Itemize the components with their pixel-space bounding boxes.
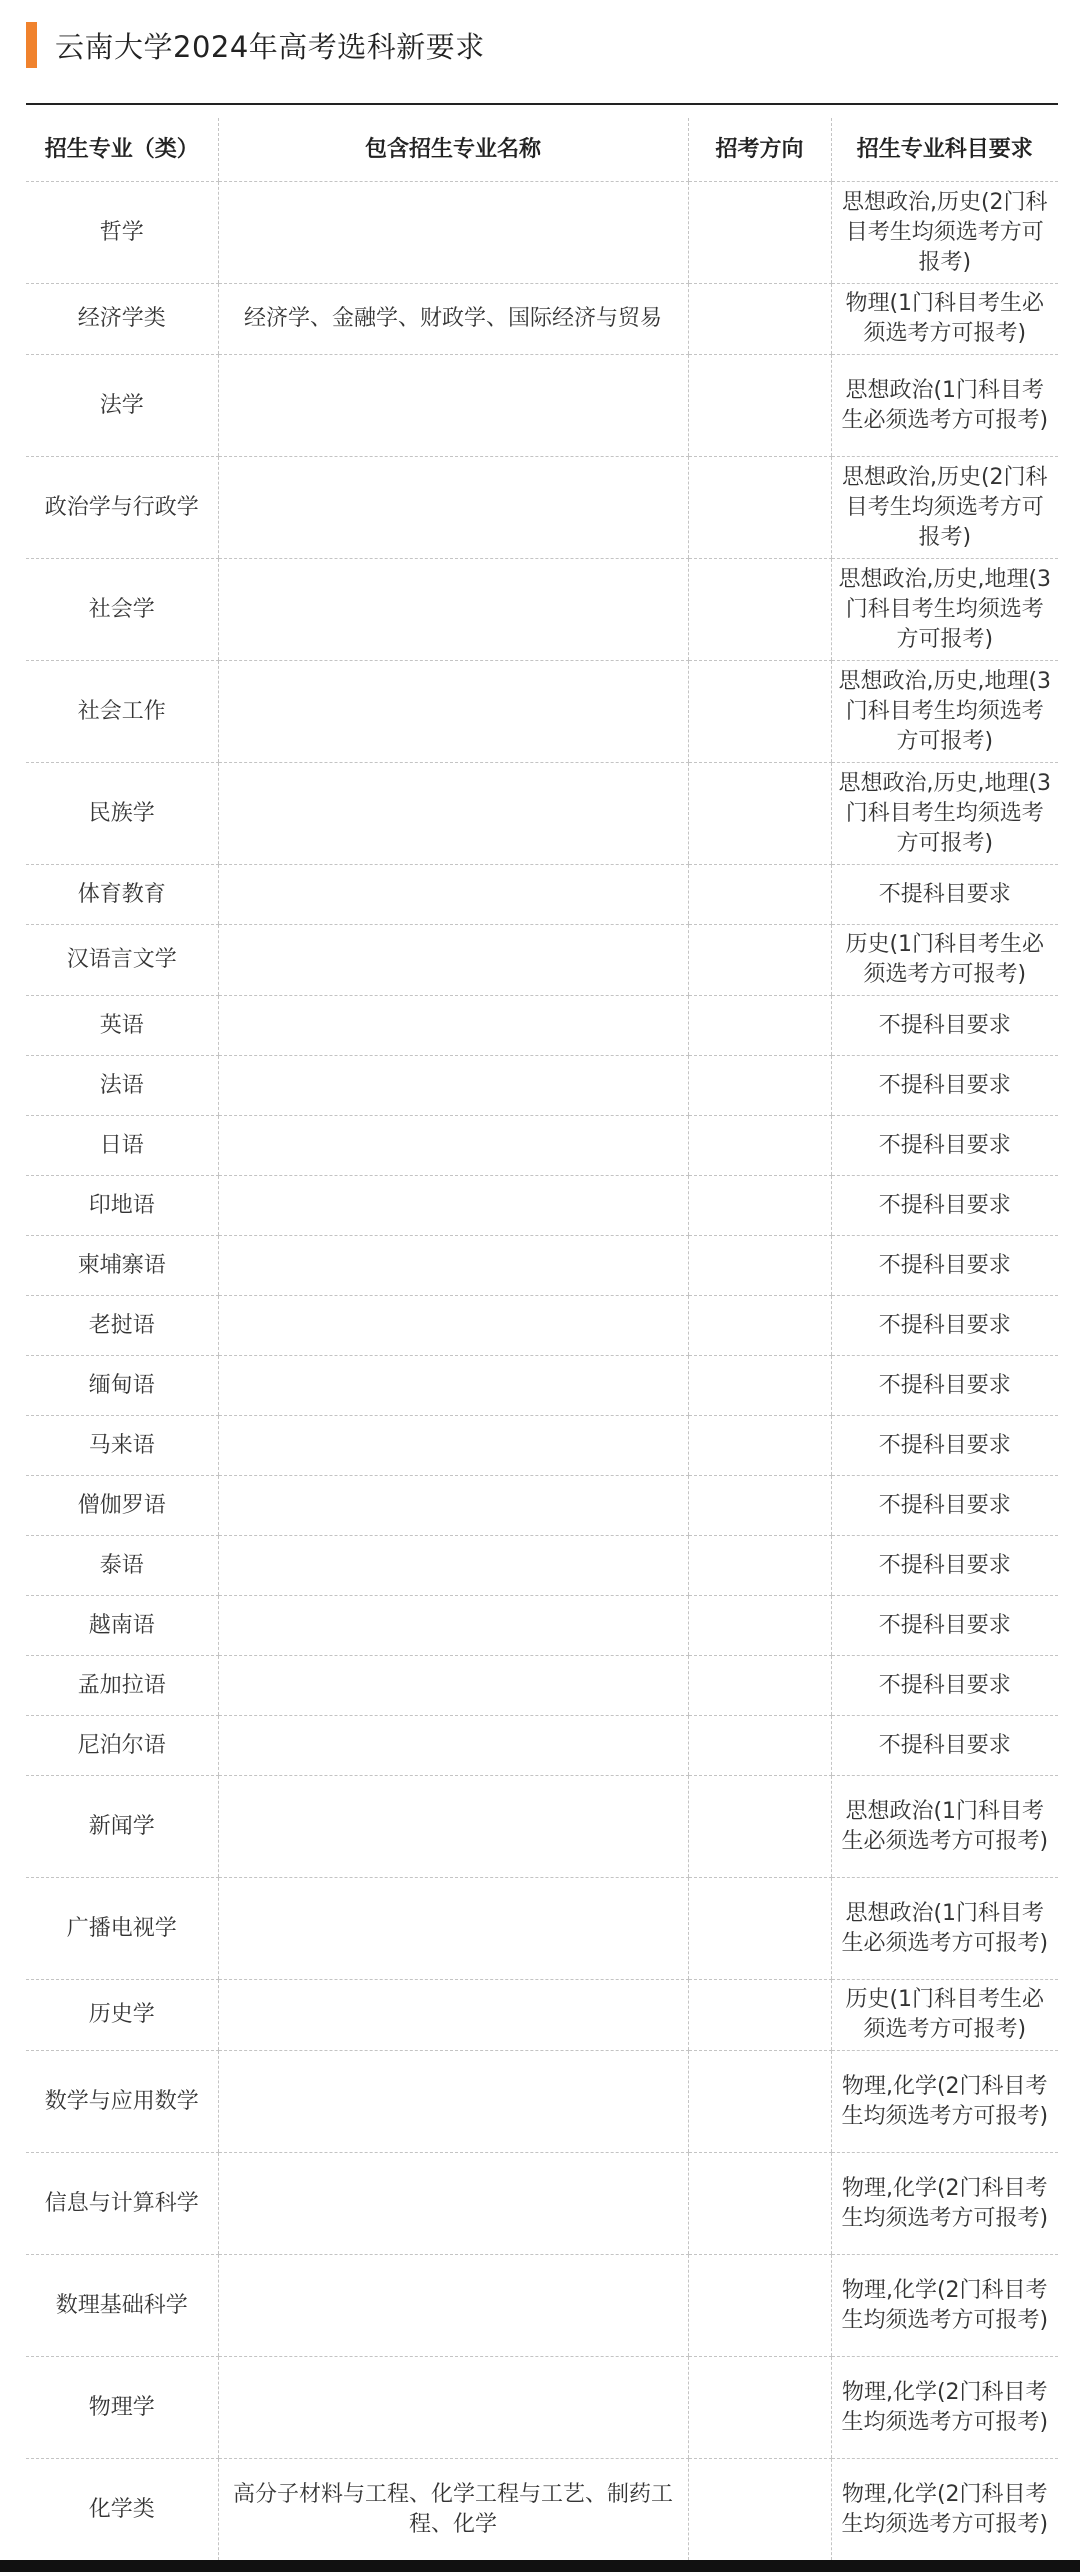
cell-includes [218, 1776, 688, 1878]
cell-major: 物理学 [26, 2357, 218, 2459]
table-row [26, 1296, 1058, 1356]
cell-requirement: 不提科目要求 [831, 1056, 1058, 1116]
cell-requirement: 物理,化学(2门科目考生均须选考方可报考) [831, 2051, 1058, 2153]
table-row [26, 925, 1058, 996]
cell-requirement: 不提科目要求 [831, 1296, 1058, 1356]
cell-includes: 经济学、金融学、财政学、国际经济与贸易 [218, 284, 688, 355]
cell-direction [688, 996, 831, 1056]
table-row [26, 2153, 1058, 2255]
cell-major: 日语 [26, 1116, 218, 1176]
cell-requirement: 不提科目要求 [831, 996, 1058, 1056]
cell-direction [688, 1656, 831, 1716]
column-header-requirement: 招生专业科目要求 [831, 118, 1058, 182]
table-row [26, 996, 1058, 1056]
cell-includes [218, 1536, 688, 1596]
cell-requirement: 不提科目要求 [831, 1356, 1058, 1416]
table-row [26, 1176, 1058, 1236]
cell-requirement: 不提科目要求 [831, 1476, 1058, 1536]
cell-major: 柬埔寨语 [26, 1236, 218, 1296]
cell-major: 越南语 [26, 1596, 218, 1656]
cell-major: 体育教育 [26, 865, 218, 925]
cell-includes [218, 1656, 688, 1716]
cell-requirement: 不提科目要求 [831, 1116, 1058, 1176]
cell-major: 经济学类 [26, 284, 218, 355]
cell-includes [218, 1116, 688, 1176]
cell-major: 尼泊尔语 [26, 1716, 218, 1776]
cell-major: 广播电视学 [26, 1878, 218, 1980]
cell-requirement: 不提科目要求 [831, 1716, 1058, 1776]
cell-includes [218, 1596, 688, 1656]
title-accent-bar [26, 22, 37, 68]
cell-includes [218, 1056, 688, 1116]
table-row [26, 1776, 1058, 1878]
table-row [26, 2051, 1058, 2153]
table-row [26, 1878, 1058, 1980]
cell-direction [688, 1716, 831, 1776]
cell-requirement: 不提科目要求 [831, 865, 1058, 925]
cell-major: 孟加拉语 [26, 1656, 218, 1716]
cell-major: 民族学 [26, 763, 218, 865]
cell-includes: 高分子材料与工程、化学工程与工艺、制药工程、化学 [218, 2459, 688, 2561]
cell-direction [688, 1476, 831, 1536]
table-row [26, 1056, 1058, 1116]
cell-major: 哲学 [26, 182, 218, 284]
table-row [26, 865, 1058, 925]
cell-includes [218, 355, 688, 457]
cell-includes [218, 457, 688, 559]
cell-direction [688, 355, 831, 457]
table-row [26, 1116, 1058, 1176]
cell-includes [218, 2051, 688, 2153]
header-rule [26, 103, 1058, 105]
cell-direction [688, 1536, 831, 1596]
cell-requirement: 思想政治,历史,地理(3门科目考生均须选考方可报考) [831, 763, 1058, 865]
cell-major: 法语 [26, 1056, 218, 1116]
cell-requirement: 不提科目要求 [831, 1236, 1058, 1296]
cell-requirement: 思想政治,历史,地理(3门科目考生均须选考方可报考) [831, 661, 1058, 763]
cell-major: 泰语 [26, 1536, 218, 1596]
cell-direction [688, 763, 831, 865]
cell-major: 马来语 [26, 1416, 218, 1476]
cell-requirement: 不提科目要求 [831, 1536, 1058, 1596]
cell-requirement: 历史(1门科目考生必须选考方可报考) [831, 925, 1058, 996]
cell-direction [688, 1980, 831, 2051]
table-row [26, 661, 1058, 763]
cell-direction [688, 284, 831, 355]
cell-includes [218, 1416, 688, 1476]
column-header-includes: 包含招生专业名称 [218, 118, 688, 182]
table-row [26, 1536, 1058, 1596]
cell-requirement: 不提科目要求 [831, 1656, 1058, 1716]
cell-includes [218, 763, 688, 865]
cell-requirement: 物理,化学(2门科目考生均须选考方可报考) [831, 2459, 1058, 2561]
table-row [26, 2459, 1058, 2561]
cell-direction [688, 1356, 831, 1416]
cell-direction [688, 457, 831, 559]
cell-major: 缅甸语 [26, 1356, 218, 1416]
cell-includes [218, 559, 688, 661]
cell-requirement: 思想政治(1门科目考生必须选考方可报考) [831, 355, 1058, 457]
table-row [26, 1596, 1058, 1656]
cell-direction [688, 1176, 831, 1236]
cell-includes [218, 1176, 688, 1236]
cell-direction [688, 1776, 831, 1878]
cell-direction [688, 661, 831, 763]
table-row [26, 763, 1058, 865]
cell-includes [218, 1236, 688, 1296]
cell-includes [218, 1476, 688, 1536]
cell-major: 社会工作 [26, 661, 218, 763]
table-row [26, 559, 1058, 661]
cell-major: 僧伽罗语 [26, 1476, 218, 1536]
cell-includes [218, 1356, 688, 1416]
cell-major: 信息与计算科学 [26, 2153, 218, 2255]
cell-direction [688, 925, 831, 996]
cell-direction [688, 1056, 831, 1116]
cell-requirement: 思想政治,历史(2门科目考生均须选考方可报考) [831, 182, 1058, 284]
cell-direction [688, 1236, 831, 1296]
cell-requirement: 物理,化学(2门科目考生均须选考方可报考) [831, 2357, 1058, 2459]
cell-direction [688, 2459, 831, 2561]
table-row [26, 457, 1058, 559]
cell-includes [218, 925, 688, 996]
cell-includes [218, 1716, 688, 1776]
table-row [26, 1656, 1058, 1716]
cell-direction [688, 1296, 831, 1356]
cell-direction [688, 1596, 831, 1656]
cell-direction [688, 2051, 831, 2153]
cell-includes [218, 1878, 688, 1980]
cell-includes [218, 661, 688, 763]
cell-major: 政治学与行政学 [26, 457, 218, 559]
column-header-major: 招生专业（类） [26, 118, 218, 182]
cell-includes [218, 1980, 688, 2051]
cell-major: 历史学 [26, 1980, 218, 2051]
cell-direction [688, 1416, 831, 1476]
title-bar [26, 22, 485, 68]
table-row [26, 2357, 1058, 2459]
cell-requirement: 不提科目要求 [831, 1176, 1058, 1236]
table-row [26, 1716, 1058, 1776]
cell-requirement: 物理,化学(2门科目考生均须选考方可报考) [831, 2255, 1058, 2357]
table-row [26, 1356, 1058, 1416]
cell-major: 化学类 [26, 2459, 218, 2561]
cell-direction [688, 1116, 831, 1176]
cell-direction [688, 559, 831, 661]
cell-requirement: 思想政治(1门科目考生必须选考方可报考) [831, 1878, 1058, 1980]
bottom-bar [0, 2560, 1080, 2572]
cell-includes [218, 2357, 688, 2459]
table-row [26, 1980, 1058, 2051]
cell-major: 汉语言文学 [26, 925, 218, 996]
cell-requirement: 思想政治,历史(2门科目考生均须选考方可报考) [831, 457, 1058, 559]
cell-includes [218, 996, 688, 1056]
table-body [26, 182, 1058, 2561]
table-row [26, 1476, 1058, 1536]
cell-requirement: 思想政治,历史,地理(3门科目考生均须选考方可报考) [831, 559, 1058, 661]
cell-requirement: 物理,化学(2门科目考生均须选考方可报考) [831, 2153, 1058, 2255]
cell-direction [688, 1878, 831, 1980]
table-row [26, 1236, 1058, 1296]
cell-major: 数学与应用数学 [26, 2051, 218, 2153]
cell-major: 社会学 [26, 559, 218, 661]
cell-direction [688, 2153, 831, 2255]
cell-direction [688, 865, 831, 925]
cell-major: 印地语 [26, 1176, 218, 1236]
column-header-direction: 招考方向 [688, 118, 831, 182]
table-row [26, 2255, 1058, 2357]
cell-includes [218, 1296, 688, 1356]
cell-direction [688, 2255, 831, 2357]
cell-major: 英语 [26, 996, 218, 1056]
cell-major: 法学 [26, 355, 218, 457]
cell-direction [688, 2357, 831, 2459]
cell-includes [218, 2153, 688, 2255]
cell-major: 数理基础科学 [26, 2255, 218, 2357]
cell-requirement: 思想政治(1门科目考生必须选考方可报考) [831, 1776, 1058, 1878]
cell-requirement: 不提科目要求 [831, 1416, 1058, 1476]
table-row [26, 1416, 1058, 1476]
cell-direction [688, 182, 831, 284]
requirements-table [26, 118, 1058, 2561]
page-title: 云南大学2024年高考选科新要求 [55, 29, 485, 64]
table-row [26, 284, 1058, 355]
cell-requirement: 不提科目要求 [831, 1596, 1058, 1656]
cell-major: 老挝语 [26, 1296, 218, 1356]
cell-requirement: 物理(1门科目考生必须选考方可报考) [831, 284, 1058, 355]
cell-includes [218, 182, 688, 284]
cell-includes [218, 865, 688, 925]
cell-requirement: 历史(1门科目考生必须选考方可报考) [831, 1980, 1058, 2051]
table-header-row [26, 118, 1058, 182]
cell-includes [218, 2255, 688, 2357]
table-row [26, 355, 1058, 457]
table-row [26, 182, 1058, 284]
cell-major: 新闻学 [26, 1776, 218, 1878]
